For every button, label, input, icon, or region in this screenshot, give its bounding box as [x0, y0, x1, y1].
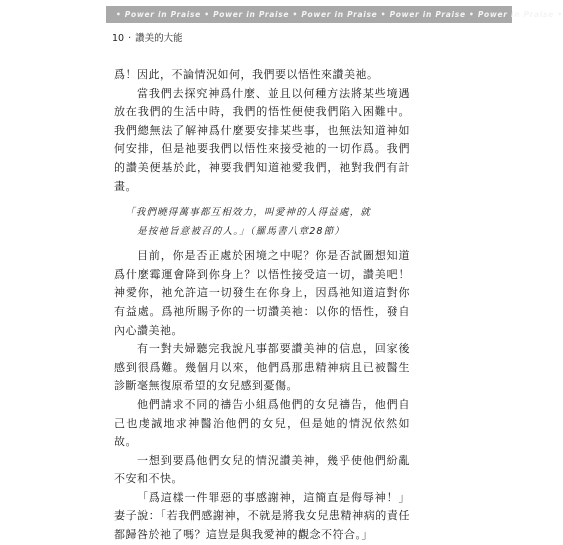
scripture-quote	[114, 203, 410, 241]
page-number: 10	[112, 33, 125, 44]
running-head	[112, 30, 183, 44]
quote-line: 「我們曉得萬事都互相效力，叫愛神的人得益處，就	[125, 207, 371, 219]
paragraph: 「爲這樣一件罪惡的事感謝神，這簡直是侮辱神！」妻子說：「若我們感謝神，不就是將我女兒患精神病的責任都歸咎於祂了嗎？這豈是與我愛神的觀念不符合。」	[114, 490, 410, 542]
page-body	[114, 66, 410, 545]
paragraph: 目前，你是否正處於困境之中呢？你是否試圖想知道爲什麼霉運會降到你身上？以悟性接受這一切，讚美吧！神愛你，祂允許這一切發生在你身上，因爲祂知道這對你有益處。爲祂所賜予你的一切讚美祂：以你的悟性，發自內心讚美祂。	[114, 249, 410, 337]
paragraph: 一想到要爲他們女兒的情況讚美神，幾乎使他們紛亂不安和不快。	[114, 453, 410, 486]
paragraph: 有一對夫婦聽完我說凡事都要讚美神的信息，回家後感到很爲難。幾個月以來，他們爲那患精神病且已被醫生診斷毫無復原希望的女兒感到憂傷。	[114, 342, 410, 393]
paragraph: 他們請求不同的禱告小組爲他們的女兒禱告，他們自己也虔誠地求神醫治他們的女兒，但是她的情況依然如故。	[114, 397, 410, 449]
paragraph: 爲！因此，不論情況如何，我們要以悟性來讚美祂。	[114, 68, 379, 81]
banner-text: • Power in Praise • Power in Praise • Power in Praise • Power in Praise • Power in Praise •	[116, 10, 563, 19]
paragraph: 當我們去探究神爲什麼、並且以何種方法將某些境遇放在我們的生活中時，我們的悟性便使我們陷入困難中。我們總無法了解神爲什麼要安排某些事，也無法知道神如何安排，但是祂要我們以悟性來接受祂的一切作爲。我們的讚美便基於此，神要我們知道祂愛我們，祂對我們有計畫。	[114, 86, 410, 193]
header-separator: ·	[128, 33, 132, 44]
top-banner	[106, 6, 563, 23]
quote-line: 是按祂旨意被召的人。」（羅馬書八章28節）	[137, 226, 345, 238]
book-title: 讚美的大能	[135, 33, 183, 44]
